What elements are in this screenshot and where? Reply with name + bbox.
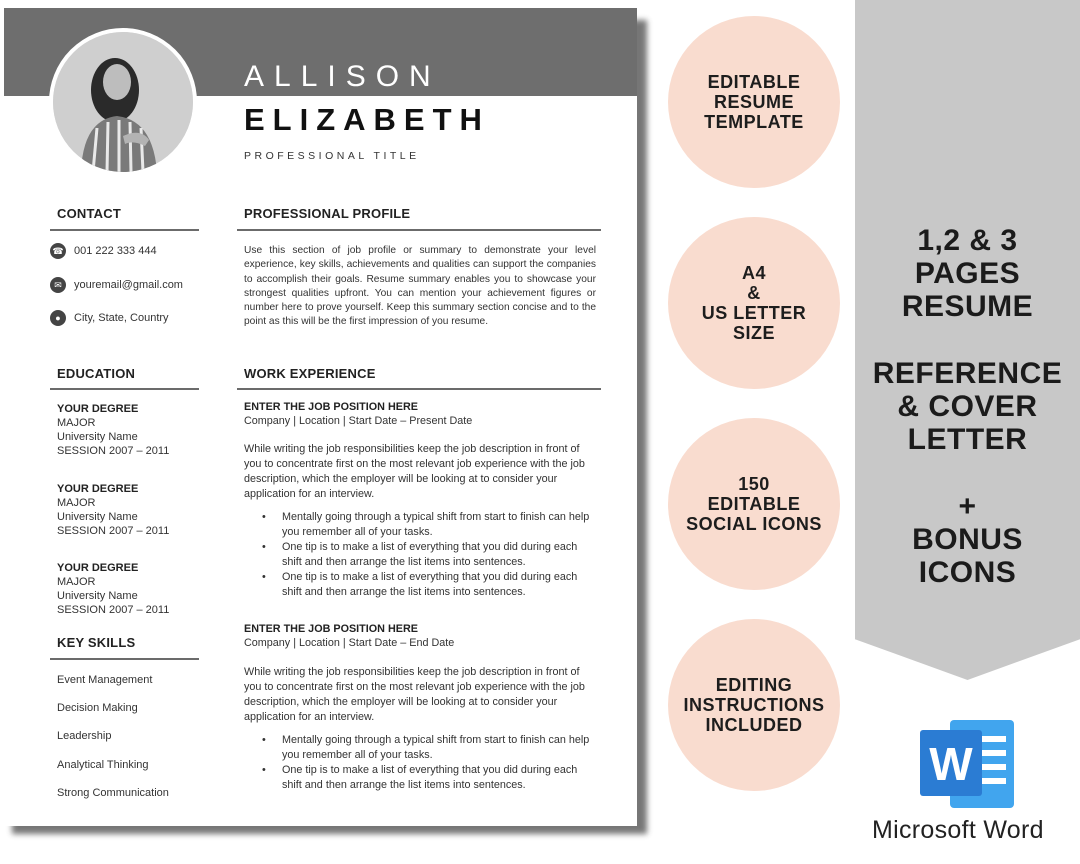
skills-rule [50,658,199,660]
job-bullet-list [244,510,599,600]
skill-item: Event Management [57,674,153,686]
work-heading: WORK EXPERIENCE [244,366,376,381]
skills-heading: KEY SKILLS [57,635,136,650]
education-rule [50,388,199,390]
feature-label: EDITABLE RESUME TEMPLATE [704,72,804,132]
banner-reference: REFERENCE & COVER LETTER [872,357,1063,456]
phone-icon: ☎ [50,243,66,259]
feature-label: EDITING INSTRUCTIONS INCLUDED [683,675,825,735]
profile-summary: Use this section of job profile or summary to demonstrate your level experience, key skills, achievements and qualities can support the companies to accomplish their goals. Resume summary enables you to showcase your strongest qualities upfront. You can mention your achievement figures or number here to prove yourself. Keep this summary section concise and to the point as this will be the first impression of you resume. [244,245,596,328]
skill-item: Leadership [57,730,112,742]
email-value: youremail@gmail.com [74,279,183,291]
resume-page [4,8,637,826]
email-icon: ✉ [50,277,66,293]
phone-value: 001 222 333 444 [74,245,157,257]
skill-item: Decision Making [57,702,138,714]
contact-phone [50,243,157,259]
job-bullet: • Mentally going through a typical shift from start to finish can help you remember all of your tasks. [282,733,599,763]
job-bullet-list [244,733,599,793]
feature-circle-icons [668,418,840,590]
education-entry: YOUR DEGREE MAJOR University Name SESSION 2007 – 2011 [57,483,170,537]
job-description: While writing the job responsibilities keep the job description in front of you to concentrate first on the most relevant job experience with the job description, which the employer will be looking at to consider your application for an interview. [244,443,585,500]
first-name: ALLISON [244,60,441,93]
contact-location [50,310,169,326]
job-title: ENTER THE JOB POSITION HERE [244,401,418,413]
feature-label: A4 & US LETTER SIZE [701,263,807,343]
job-bullet: • One tip is to make a list of everything that you did during each shift and then arrange the list items into sentences. [282,570,599,600]
professional-title: PROFESSIONAL TITLE [244,150,420,162]
job-bullet: • Mentally going through a typical shift from start to finish can help you remember all of your tasks. [282,510,599,540]
job-description: While writing the job responsibilities keep the job description in front of you to concentrate first on the most relevant job experience with the job description, which the employer will be looking at to consider your application for an interview. [244,666,585,723]
location-pin-icon: ● [50,310,66,326]
word-logo-letter: W [929,738,973,790]
education-entry: YOUR DEGREE MAJOR University Name SESSION 2007 – 2011 [57,562,170,616]
job-bullet: • One tip is to make a list of everything that you did during each shift and then arrange the list items into sentences. [282,540,599,570]
last-name: ELIZABETH [244,102,490,137]
banner-pages: 1,2 & 3 PAGES RESUME [901,224,1034,323]
job-bullet: • One tip is to make a list of everything that you did during each shift and then arrange the list items into sentences. [282,763,599,793]
skill-item: Strong Communication [57,787,169,799]
job-meta: Company | Location | Start Date – Present Date [244,415,473,427]
word-label: Microsoft Word [872,816,1044,844]
contact-email [50,277,183,293]
microsoft-word-icon [920,716,1020,817]
feature-circle-template [668,16,840,188]
skill-item: Analytical Thinking [57,759,149,771]
feature-circle-instructions [668,619,840,791]
feature-circle-size [668,217,840,389]
profile-photo [49,28,197,176]
contact-heading: CONTACT [57,206,121,221]
contact-rule [50,229,199,231]
work-rule [237,388,601,390]
location-value: City, State, Country [74,312,169,324]
education-heading: EDUCATION [57,366,136,381]
job-title: ENTER THE JOB POSITION HERE [244,623,418,635]
banner-bonus: BONUS ICONS [912,523,1023,589]
feature-label: 150 EDITABLE SOCIAL ICONS [686,474,822,534]
education-entry: YOUR DEGREE MAJOR University Name SESSION 2007 – 2011 [57,403,170,457]
profile-rule [237,229,601,231]
job-meta: Company | Location | Start Date – End Date [244,637,455,649]
profile-heading: PROFESSIONAL PROFILE [244,206,411,221]
banner-plus: + [958,490,977,523]
